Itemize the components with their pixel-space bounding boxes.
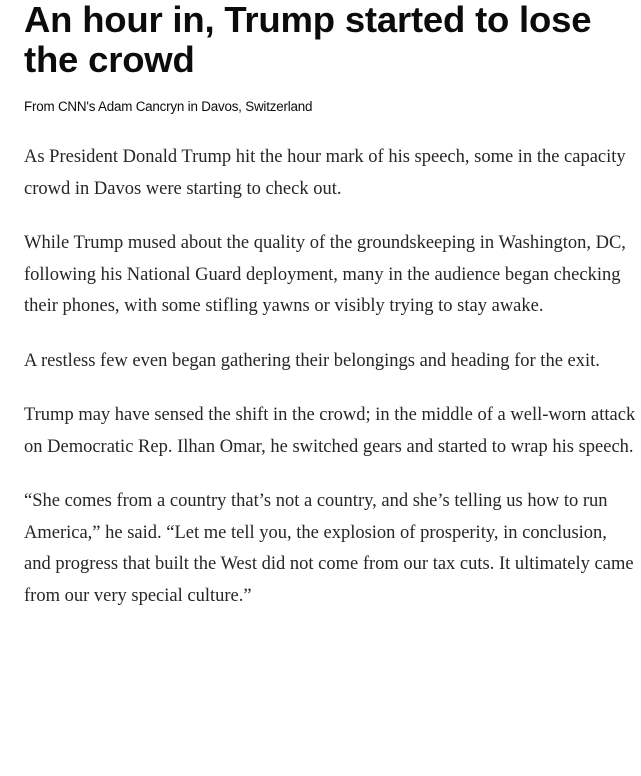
paragraph: A restless few even began gathering their belongings and heading for the exit. (24, 350, 600, 371)
paragraph: While Trump mused about the quality of the groundskeeping in Washington, DC, following his National Guard deployment, many in the audience began checking their phones, with some stifling yawns or visibly trying to stay awake. (24, 233, 626, 316)
headline: An hour in, Trump started to lose the crowd (24, 0, 592, 80)
article-body (24, 142, 636, 612)
paragraph: As President Donald Trump hit the hour mark of his speech, some in the capacity crowd in Davos were starting to check out. (24, 147, 626, 199)
paragraph: “She comes from a country that’s not a country, and she’s telling us how to run America,” he said. “Let me tell you, the explosion of prosperity, in conclusion, and progress that built the West did not come from our tax cuts. It ultimately came from our very special culture.” (24, 491, 634, 606)
paragraph: Trump may have sensed the shift in the crowd; in the middle of a well-worn attack on Democratic Rep. Ilhan Omar, he switched gears and started to wrap his speech. (24, 405, 636, 457)
article (24, 0, 636, 635)
byline: From CNN's Adam Cancryn in Davos, Switzerland (24, 99, 313, 114)
